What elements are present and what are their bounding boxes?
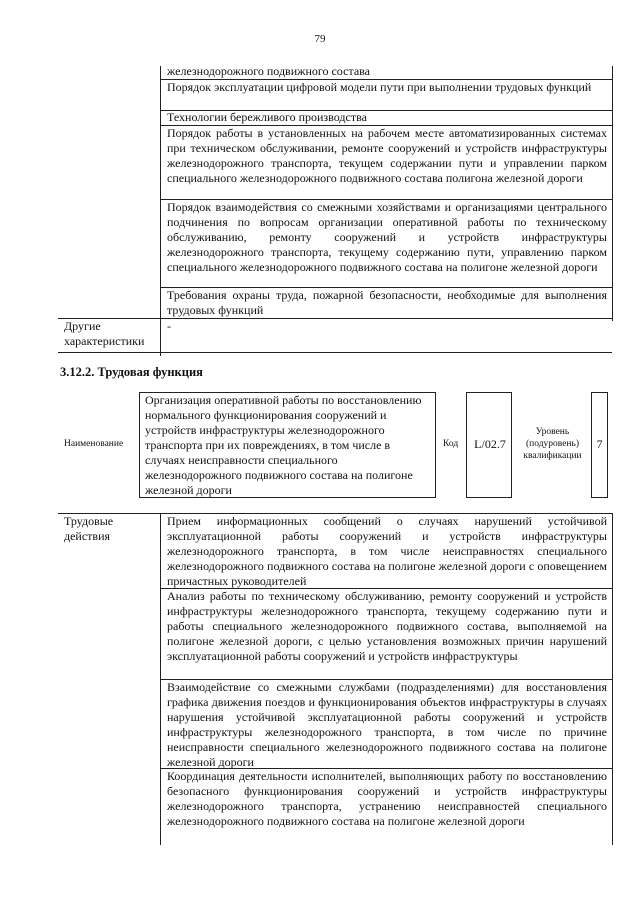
section-title: 3.12.2. Трудовая функция (60, 365, 203, 379)
knowledge-row-4: Порядок работы в установленных на рабочем месте автоматизированных системах при техническом обслуживании, ремонте сооружений и устройств инфраструктуры железнодорожного транспорта, текущем содержании пути и управлении парком специального железнодорожного подвижного состава полигона железной дороги (167, 126, 607, 185)
action-row-3: Взаимодействие со смежными службами (подразделениями) для восстановления графика движения поездов и функционирования объектов инфраструктуры в случаях нарушения устойчивой эксплуатационной работы сооружений и устройств инфраструктуры железнодорожного транспорта, в том числе по причине неисправности специального железнодорожного подвижного состава на полигоне железной дороги (167, 680, 607, 769)
action-row-1: Прием информационных сообщений о случаях нарушений устойчивой эксплуатационной работы сооружений и устройств инфраструктуры железнодорожного транспорта, в том числе неисправностях специального железнодорожного подвижного состава на полигоне железной дороги с оповещением причастных руководителей (167, 514, 607, 588)
code-label: Код (443, 439, 459, 449)
action-row-4: Координация деятельности исполнителей, выполняющих работу по восстановлению безопасного функционирования сооружений и устройств инфраструктуры железнодорожного транспорта, устранению неисправностей специального железнодорожного подвижного состава на полигоне железной дороги (167, 769, 607, 828)
name-label: Наименование (64, 439, 124, 449)
knowledge-row-3: Технологии бережливого производства (167, 110, 367, 124)
code-value: L/02.7 (474, 437, 506, 451)
other-characteristics-label: Другие характеристики (64, 319, 145, 348)
level-value: 7 (596, 437, 603, 451)
other-characteristics-value: - (167, 319, 171, 333)
knowledge-row-6: Требования охраны труда, пожарной безопасности, необходимые для выполнения трудовых функций (167, 288, 607, 317)
knowledge-row-2: Порядок эксплуатации цифровой модели пути при выполнении трудовых функций (167, 80, 592, 94)
page-number: 79 (314, 33, 326, 45)
knowledge-row-1: железнодорожного подвижного состава (167, 64, 370, 78)
knowledge-row-5: Порядок взаимодействия со смежными хозяйствами и организациями центрального подчинения по вопросам организации оперативной работы по техническому обслуживанию, ремонту сооружений и устройств инфраструктуры железнодорожного транспорта, текущему содержанию пути, управлению парком специального железнодорожного подвижного состава на полигоне железной дороги (167, 200, 607, 274)
level-label: Уровень (подуровень) квалификации (523, 427, 582, 461)
action-row-2: Анализ работы по техническому обслуживанию, ремонту сооружений и устройств инфраструктуры железнодорожного транспорта, текущему содержанию пути и работы специального железнодорожного подвижного состава, выполняемой на полигоне железной дороги, с целью установления возможных причин нарушений эксплуатационной работы сооружений и устройств инфраструктуры (167, 589, 607, 663)
name-value: Организация оперативной работы по восстановлению нормального функционирования сооружений и устройств инфраструктуры железнодорожного транспорта при их повреждениях, в том числе в случаях неисправности специального железнодорожного подвижного состава на полигоне железной дороги (145, 393, 422, 497)
actions-label: Трудовые действия (64, 514, 114, 543)
